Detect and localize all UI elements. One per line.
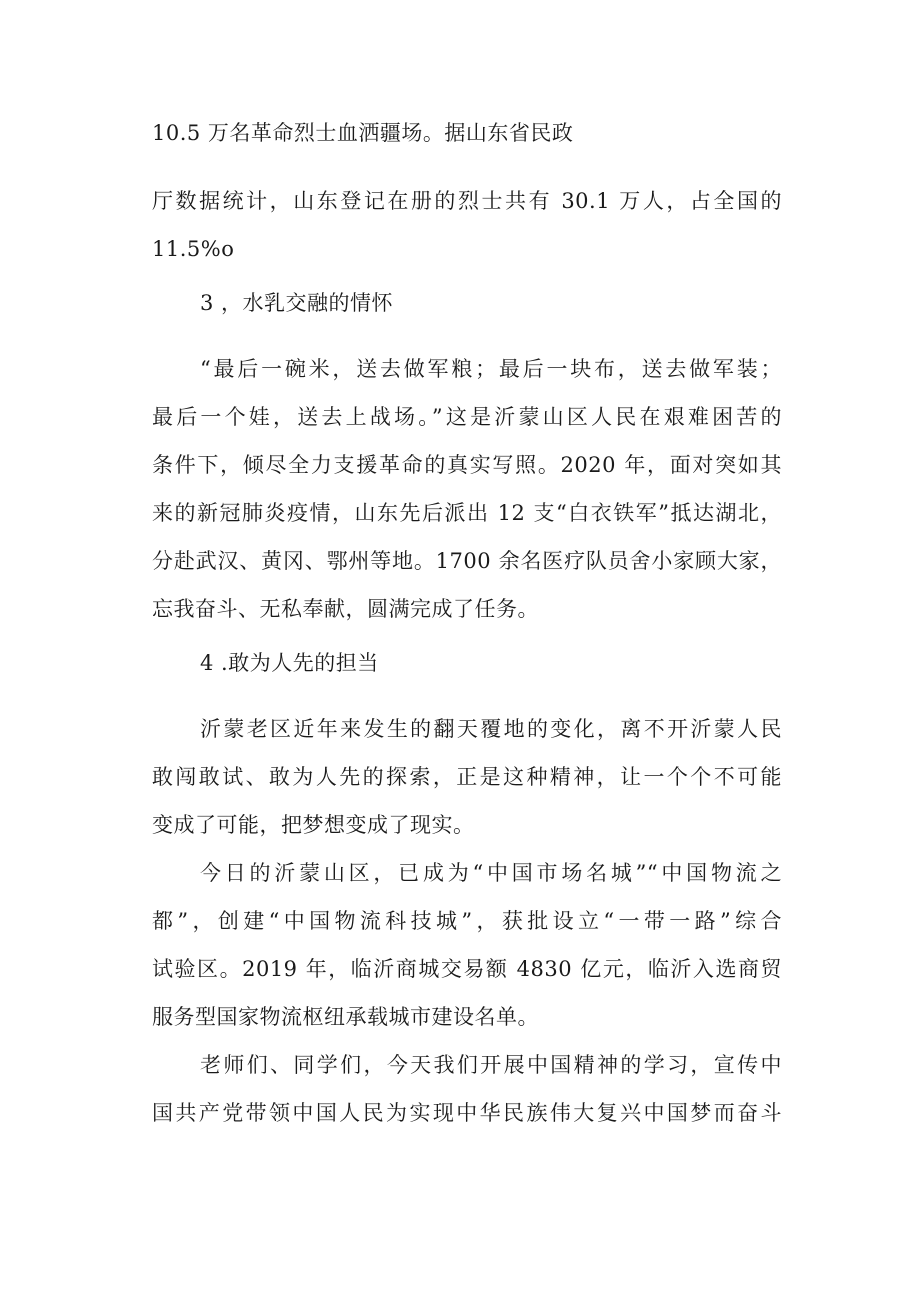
text-line: 最后一个娃，送去上战场。”这是沂蒙山区人民在艰难困苦的 xyxy=(152,405,782,429)
section-heading: 4 .敢为人先的担当 xyxy=(200,651,379,675)
text-line: 忘我奋斗、无私奉献，圆满完成了任务。 xyxy=(152,597,539,621)
text-line: “最后一碗米，送去做军粮；最后一块布，送去做军装； xyxy=(200,357,782,381)
text-line: 老师们、同学们，今天我们开展中国精神的学习，宣传中 xyxy=(200,1053,782,1077)
text-line: 国共产党带领中国人民为实现中华民族伟大复兴中国梦而奋斗 xyxy=(152,1101,782,1125)
text-line: 都”，创建“中国物流科技城”，获批设立“一带一路”综合 xyxy=(152,909,782,933)
text-line: 今日的沂蒙山区，已成为“中国市场名城”“中国物流之 xyxy=(200,861,782,885)
text-line: 条件下，倾尽全力支援革命的真实写照。2020 年，面对突如其 xyxy=(152,453,782,477)
text-line: 厅数据统计，山东登记在册的烈士共有 30.1 万人，占全国的 xyxy=(152,189,782,213)
text-line: 分赴武汉、黄冈、鄂州等地。1700 余名医疗队员舍小家顾大家， xyxy=(152,549,782,573)
text-line: 沂蒙老区近年来发生的翻天覆地的变化，离不开沂蒙人民 xyxy=(200,717,782,741)
text-line: 变成了可能，把梦想变成了现实。 xyxy=(152,813,475,837)
section-heading: 3 ，水乳交融的情怀 xyxy=(200,291,394,315)
text-line: 11.5%o xyxy=(152,237,235,261)
text-line: 敢闯敢试、敢为人先的探索，正是这种精神，让一个个不可能 xyxy=(152,765,782,789)
text-line: 10.5 万名革命烈士血洒疆场。据山东省民政 xyxy=(152,121,574,145)
text-line: 服务型国家物流枢纽承载城市建设名单。 xyxy=(152,1005,539,1029)
text-line: 来的新冠肺炎疫情，山东先后派出 12 支“白衣铁军”抵达湖北， xyxy=(152,501,782,525)
text-line: 试验区。2019 年，临沂商城交易额 4830 亿元，临沂入选商贸 xyxy=(152,957,782,981)
